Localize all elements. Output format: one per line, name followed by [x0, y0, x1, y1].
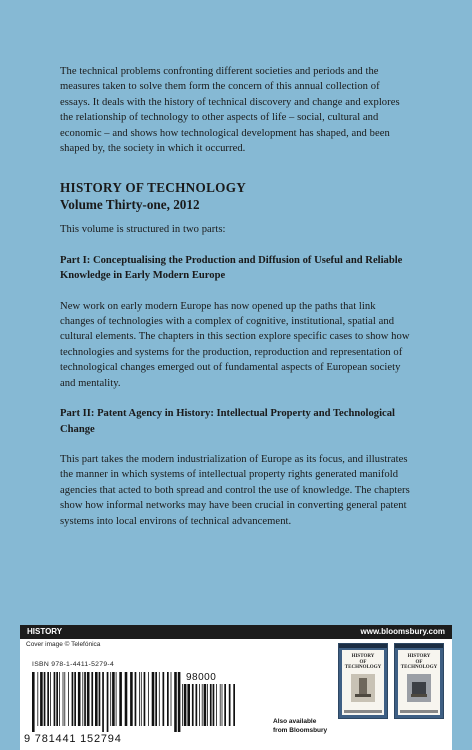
mini-book-title-1c: TECHNOLOGY [344, 665, 382, 670]
part1-heading: Part I: Conceptualising the Production and Diffusion of Useful and Reliable Knowledge in Early Modern Europe [60, 254, 403, 282]
also-available-line2: from Bloomsbury [273, 726, 328, 734]
mini-book-title-1a: HISTORY [351, 654, 375, 659]
isbn-label: ISBN 978-1-4411-5279-4 [32, 661, 115, 668]
related-book-cover-2 [394, 643, 444, 719]
barcode-panel [20, 639, 452, 750]
website-label: www.bloomsbury.com [360, 627, 445, 636]
also-available [273, 718, 327, 735]
mini-book-title-2b: OF [415, 659, 423, 665]
part1-body: New work on early modern Europe has now opened up the paths that link changes of technologies with a complex of cognitive, institutional, spatial and cultural elements. The chapters in this section explore specific cases to show how technologies and systems for the production, reproduction and representation of technological changes emerged out of fundamental aspects of European society and mentality. [60, 300, 410, 389]
mini-book-image-1 [351, 674, 375, 702]
mini-book-title-2c: TECHNOLOGY [400, 665, 438, 670]
mini-book-image-2 [407, 674, 431, 702]
price-barcode [180, 684, 236, 732]
mini-book-title-1b: OF [359, 659, 367, 665]
barcode-digits: 9 781441 152794 [24, 733, 122, 745]
series-title: HISTORY OF TECHNOLOGY [60, 180, 247, 196]
back-cover-text [60, 64, 412, 529]
intro-paragraph: The technical problems confronting different societies and periods and the measures taken to solve them form the concern of this annual collection of essays. It deals with the history of technical discovery and change and explores the relationship of technology to other aspects of life – social, cultural and economic – and shows how technological development has shaped, and been shaped by, the society in which it occurred. [60, 66, 400, 155]
category-bar [20, 625, 452, 639]
mini-book-title-2a: HISTORY [407, 654, 431, 659]
cover-credit: Cover image © Telefónica [26, 641, 101, 648]
volume-title: Volume Thirty-one, 2012 [60, 196, 200, 212]
part2-heading: Part II: Patent Agency in History: Intellectual Property and Technological Change [60, 408, 395, 435]
related-book-cover-1 [338, 643, 388, 719]
category-label: HISTORY [27, 627, 63, 636]
price-code: 98000 [186, 672, 217, 683]
part2-body: This part takes the modern industrialization of Europe as its focus, and illustrates the manner in which systems of intellectual property rights generated manifold agencies that acted to both spread and control the use of knowledge. The chapters show how informal networks may have been crucial in converting general patent systems into local environs of technical advancement. [60, 453, 410, 527]
also-available-line1: Also available [273, 718, 317, 725]
structure-line: This volume is structured in two parts: [60, 224, 226, 236]
